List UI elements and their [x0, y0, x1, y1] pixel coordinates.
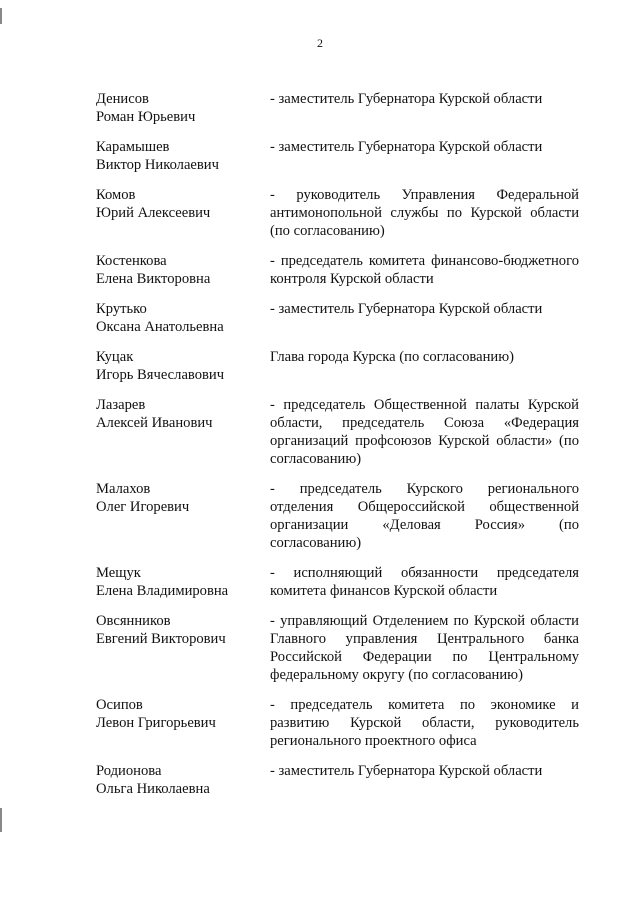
- member-entry: [96, 300, 580, 336]
- member-surname: Малахов: [96, 481, 151, 497]
- member-name: [96, 300, 270, 336]
- member-surname: Крутько: [96, 301, 147, 317]
- member-entry: [96, 612, 580, 684]
- member-position: - заместитель Губернатора Курской области: [270, 91, 543, 107]
- page-number: 2: [317, 36, 323, 50]
- member-given-name: Оксана Анатольевна: [96, 319, 224, 335]
- member-name: [96, 186, 270, 240]
- member-given-name: Олег Игоревич: [96, 499, 190, 515]
- member-given-name: Левон Григорьевич: [96, 715, 216, 731]
- member-surname: Костенкова: [96, 253, 167, 269]
- member-surname: Овсянников: [96, 613, 171, 629]
- member-surname: Комов: [96, 187, 136, 203]
- member-position: - заместитель Губернатора Курской области: [270, 139, 543, 155]
- member-name: [96, 90, 270, 126]
- member-name: [96, 762, 270, 798]
- member-given-name: Елена Викторовна: [96, 271, 211, 287]
- member-entry: [96, 696, 580, 750]
- member-entry: [96, 252, 580, 288]
- member-name: [96, 612, 270, 684]
- member-name: [96, 480, 270, 552]
- scan-edge-mark-top: [0, 8, 2, 24]
- member-entry: [96, 138, 580, 174]
- member-given-name: Евгений Викторович: [96, 631, 226, 647]
- member-given-name: Алексей Иванович: [96, 415, 213, 431]
- member-list: [96, 90, 580, 798]
- member-entry: [96, 762, 580, 798]
- member-position: - заместитель Губернатора Курской области: [270, 763, 543, 779]
- member-surname: Мещук: [96, 565, 141, 581]
- member-surname: Родионова: [96, 763, 162, 779]
- member-entry: [96, 348, 580, 384]
- member-surname: Осипов: [96, 697, 143, 713]
- member-position: - управляющий Отделением по Курской области Главного управления Центрального банка Российской Федерации по Центральному федеральному округу (по согласованию): [270, 613, 579, 683]
- member-name: [96, 252, 270, 288]
- member-entry: [96, 480, 580, 552]
- member-entry: [96, 396, 580, 468]
- member-given-name: Виктор Николаевич: [96, 157, 219, 173]
- member-entry: [96, 90, 580, 126]
- member-surname: Куцак: [96, 349, 134, 365]
- member-entry: [96, 564, 580, 600]
- member-entry: [96, 186, 580, 240]
- member-position: - председатель Общественной палаты Курской области, председатель Союза «Федерация организаций профсоюзов Курской области» (по согласованию): [270, 397, 579, 467]
- member-name: [96, 396, 270, 468]
- member-given-name: Ольга Николаевна: [96, 781, 210, 797]
- scan-edge-mark-bottom: [0, 808, 2, 832]
- member-name: [96, 696, 270, 750]
- member-surname: Лазарев: [96, 397, 146, 413]
- member-position: - руководитель Управления Федеральной антимонопольной службы по Курской области (по согласованию): [270, 187, 579, 239]
- member-surname: Карамышев: [96, 139, 170, 155]
- member-position: - председатель комитета по экономике и развитию Курской области, руководитель регионального проектного офиса: [270, 697, 579, 749]
- member-position: Глава города Курска (по согласованию): [270, 349, 514, 365]
- member-name: [96, 138, 270, 174]
- member-given-name: Роман Юрьевич: [96, 109, 196, 125]
- member-position: - председатель комитета финансово-бюджетного контроля Курской области: [270, 253, 579, 287]
- member-position: - председатель Курского регионального отделения Общероссийской общественной организации «Деловая Россия» (по согласованию): [270, 481, 579, 551]
- member-given-name: Игорь Вячеславович: [96, 367, 225, 383]
- member-given-name: Елена Владимировна: [96, 583, 229, 599]
- member-position: - исполняющий обязанности председателя комитета финансов Курской области: [270, 565, 579, 599]
- member-position: - заместитель Губернатора Курской области: [270, 301, 543, 317]
- member-name: [96, 348, 270, 384]
- member-surname: Денисов: [96, 91, 149, 107]
- member-given-name: Юрий Алексеевич: [96, 205, 211, 221]
- member-name: [96, 564, 270, 600]
